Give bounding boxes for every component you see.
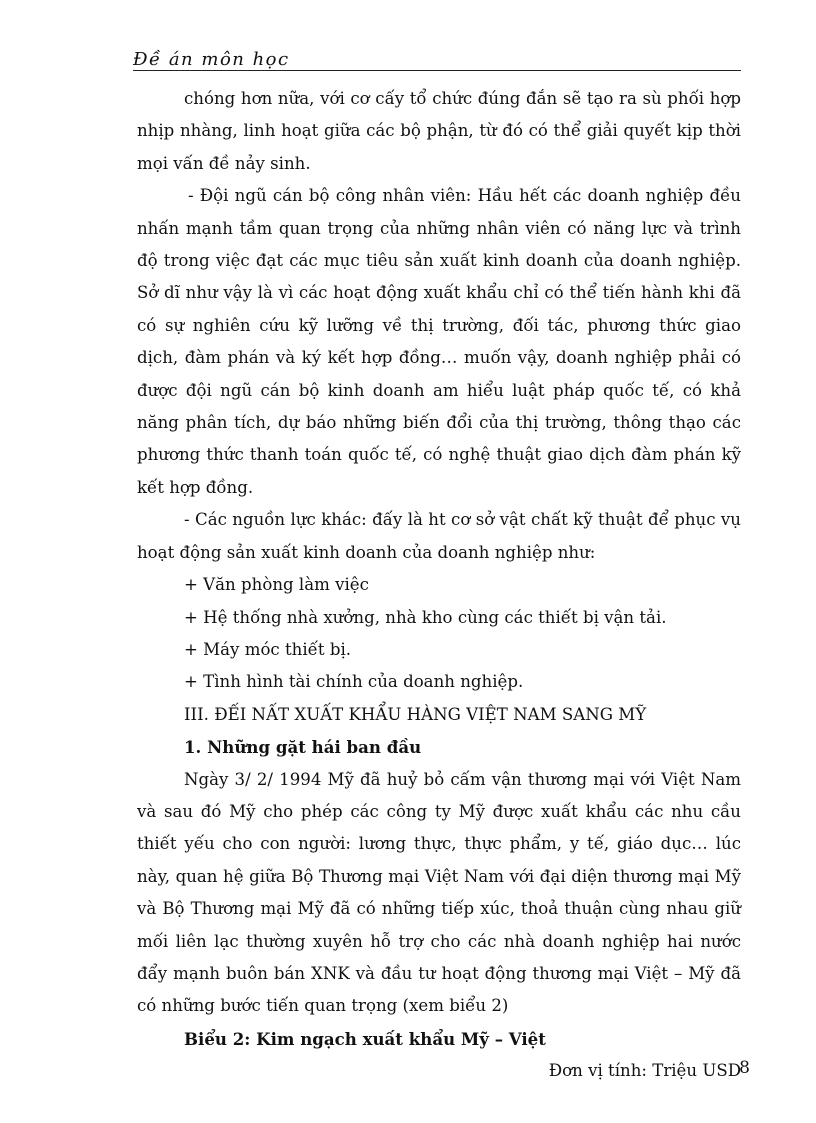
- list-item: + Văn phòng làm việc: [184, 575, 369, 595]
- paragraph-main: Ngày 3/ 2/ 1994 Mỹ đã huỷ bỏ cấm vận thương mại với Việt Nam và sau đó Mỹ cho phép các công ty Mỹ được xuất khẩu các nhu cầu thiết yếu cho con người: lương thực, thực phẩm, y tế, giáo dục… lúc này, quan hệ giữa Bộ Thương mại Việt Nam với đại diện thương mại Mỹ và Bộ Thương mại Mỹ đã có những tiếp xúc, thoả thuận cùng nhau giữ mối liên lạc thường xuyên hỗ trợ cho các nhà doanh nghiệp hai nước đẩy mạnh buôn bán XNK và đầu tư hoạt động thương mại Việt – Mỹ đã có những bước tiến quan trọng (xem biểu 2): [137, 769, 741, 1016]
- paragraph-staff: - Đội ngũ cán bộ công nhân viên: Hầu hết các doanh nghiệp đều nhấn mạnh tầm quan trọng của những nhân viên có năng lực và trình độ trong việc đạt các mục tiêu sản xuất kinh doanh của doanh nghiệp. Sở dĩ như vậy là vì các hoạt động xuất khẩu chỉ có thể tiến hành khi đã có sự nghiên cứu kỹ lưỡng về thị trường, đối tác, phương thức giao dịch, đàm phán và ký kết hợp đồng… muốn vậy, doanh nghiệp phải có được đội ngũ cán bộ kinh doanh am hiểu luật pháp quốc tế, có khả năng phân tích, dự báo những biến đổi của thị trường, thông thạo các phương thức thanh toán quốc tế, có nghệ thuật giao dịch đàm phán kỹ kết hợp đồng.: [137, 186, 741, 497]
- list-item: + Hệ thống nhà xưởng, nhà kho cùng các thiết bị vận tải.: [184, 607, 667, 627]
- paragraph-continuation: chóng hơn nữa, với cơ cấy tổ chức đúng đắn sẽ tạo ra sù phối hợp nhịp nhàng, linh hoạt giữa các bộ phận, từ đó có thể giải quyết kịp thời mọi vấn đề nảy sinh.: [137, 89, 741, 173]
- page-header: [133, 50, 741, 71]
- list-item: + Tình hình tài chính của doanh nghiệp.: [184, 672, 524, 692]
- subheading: 1. Những gặt hái ban đầu: [184, 737, 422, 758]
- paragraph-other-resources: - Các nguồn lực khác: đấy là ht cơ sở vật chất kỹ thuật để phục vụ hoạt động sản xuất kinh doanh của doanh nghiệp như:: [137, 510, 741, 562]
- header-title: Đề án môn học: [133, 49, 290, 70]
- page-number: 8: [739, 1058, 750, 1078]
- unit-label: Đơn vị tính: Triệu USD: [548, 1061, 741, 1081]
- table-caption: Biểu 2: Kim ngạch xuất khẩu Mỹ – Việt: [184, 1028, 546, 1049]
- section-heading: III. ĐẾI NẤT XUẤT KHẨU HÀNG VIỆT NAM SANG MỸ: [184, 704, 647, 724]
- list-item: + Máy móc thiết bị.: [184, 639, 352, 659]
- document-body: [137, 83, 741, 1088]
